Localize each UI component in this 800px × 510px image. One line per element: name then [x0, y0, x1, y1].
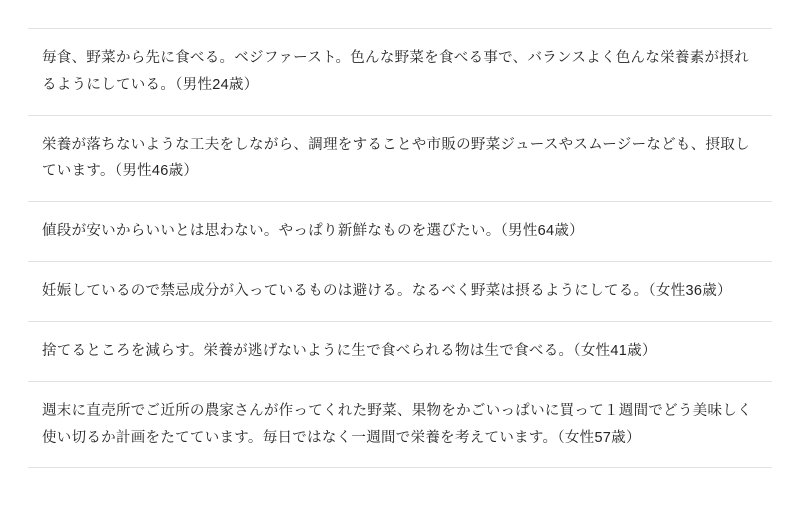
comment-text: 値段が安いからいいとは思わない。やっぱり新鮮なものを選びたい。（男性64歳）: [42, 223, 584, 240]
comment-text: 毎食、野菜から先に食べる。ベジファースト。色んな野菜を食べる事で、バランスよく色んな栄養素が摂れるようにしている。（男性24歳）: [42, 50, 749, 93]
comment-text: 捨てるところを減らす。栄養が逃げないように生で食べられる物は生で食べる。（女性41歳）: [42, 342, 657, 359]
list-item: [28, 382, 772, 468]
list-item: [28, 262, 772, 322]
list-item: [28, 116, 772, 203]
list-item: [28, 29, 772, 116]
comment-text: 栄養が落ちないような工夫をしながら、調理をすることや市販の野菜ジュースやスムージーなども、摂取しています。（男性46歳）: [42, 136, 750, 180]
comment-text: 妊娠しているので禁忌成分が入っているものは避ける。なるべく野菜は摂るようにしてる。（女性36歳）: [42, 283, 732, 300]
comment-list: [28, 28, 772, 468]
comment-text: 週末に直売所でご近所の農家さんが作ってくれた野菜、果物をかごいっぱいに買って１週間でどう美味しく使い切るか計画をたてています。毎日ではなく一週間で栄養を考えています。（女性57歳）: [42, 402, 752, 446]
list-item: [28, 202, 772, 262]
list-item: [28, 322, 772, 382]
